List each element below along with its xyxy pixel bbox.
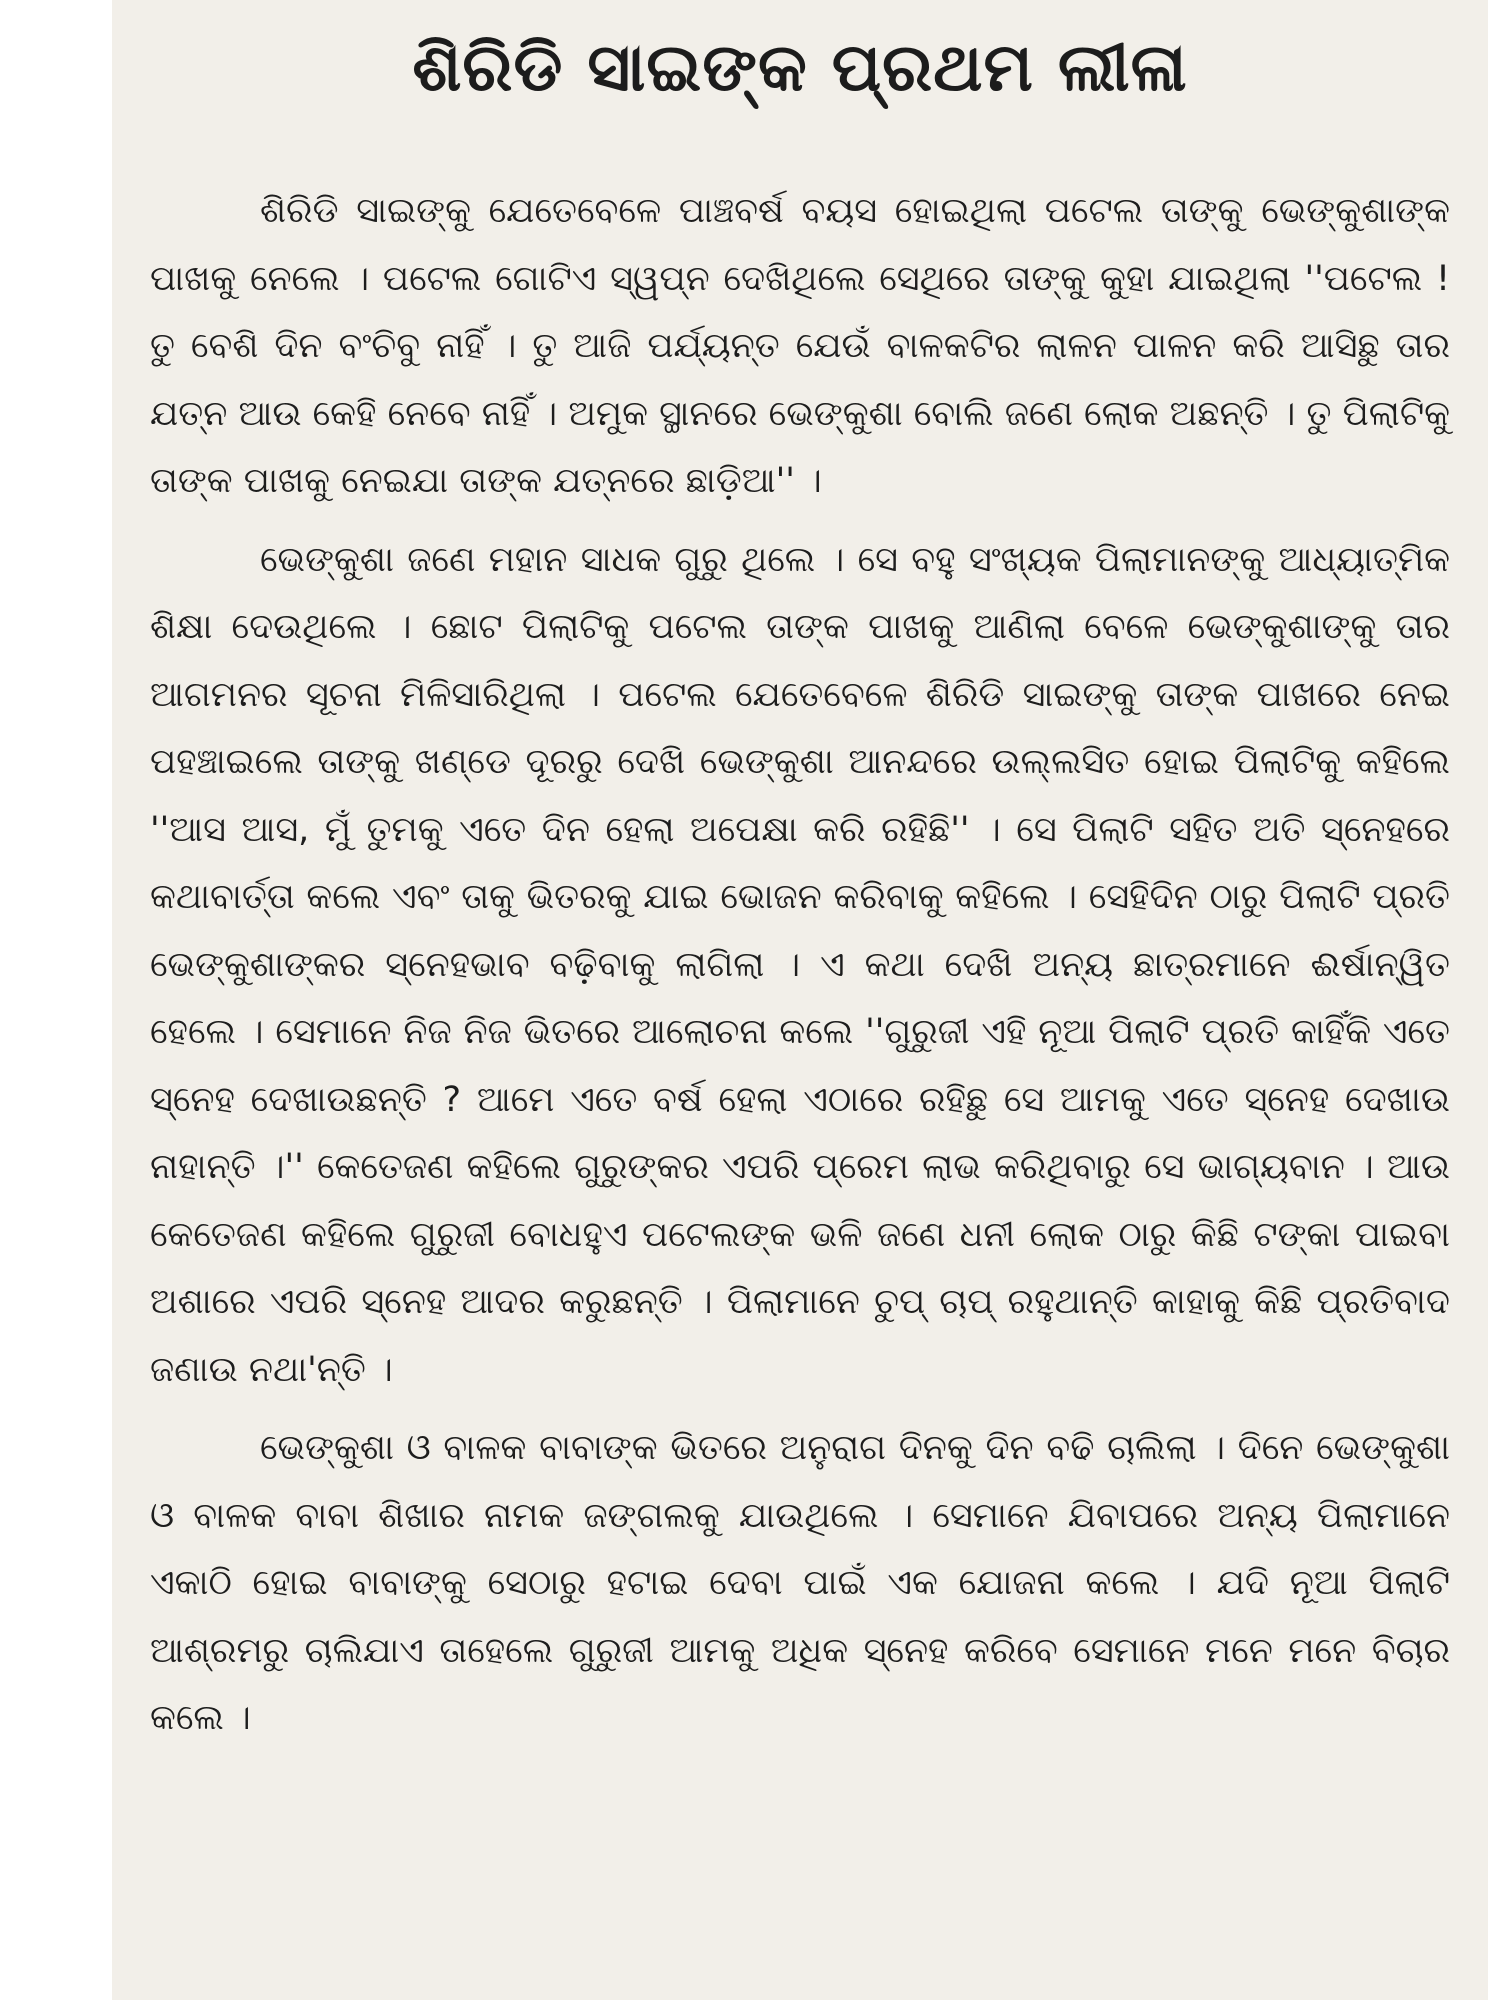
paragraph-3: ଭେଙ୍କୁଶା ଓ ବାଳକ ବାବାଙ୍କ ଭିତରେ ଅନୁରାଗ ଦିନକୁ ଦିନ ବଢି ଚାଲିଲା । ଦିନେ ଭେଙ୍କୁଶା ଓ ବାଳକ ବାବା ଶିଖାର ନାମକ ଜଙ୍ଗଲକୁ ଯାଉଥିଲେ । ସେମାନେ ଯିବାପରେ ଅନ୍ୟ ପିଲାମାନେ ଏକାଠି ହୋଇ ବାବାଙ୍କୁ ସେଠାରୁ ହଟାଇ ଦେବା ପାଇଁ ଏକ ଯୋଜନା କଲେ । ଯଦି ନୂଆ ପିଲାଟି ଆଶ୍ରମରୁ ଚାଲିଯାଏ ତାହେଲେ ଗୁରୁଜୀ ଆମକୁ ଅଧିକ ସ୍ନେହ କରିବେ ସେମାନେ ମନେ ମନେ ବିଚାର କଲେ । bbox=[150, 1428, 1450, 1738]
page-title: ଶିରିଡି ସାଇଙ୍କ ପ୍ରଥମ ଲୀଳା bbox=[412, 29, 1188, 106]
book-page bbox=[112, 0, 1488, 2000]
paragraph-1: ଶିରିଡି ସାଇଙ୍କୁ ଯେତେବେଳେ ପାଞ୍ଚବର୍ଷ ବୟସ ହୋଇଥିଲା ପଟେଲ ତାଙ୍କୁ ଭେଙ୍କୁଶାଙ୍କ ପାଖକୁ ନେଲେ । ପଟେଲ ଗୋଟିଏ ସ୍ୱପ୍ନ ଦେଖିଥିଲେ ସେଥିରେ ତାଙ୍କୁ କୁହା ଯାଇଥିଲା ''ପଟେଲ ! ତୁ ବେଶି ଦିନ ବଂଚିବୁ ନାହିଁ । ତୁ ଆଜି ପର୍ଯ୍ୟନ୍ତ ଯେଉଁ ବାଳକଟିର ଲାଳନ ପାଳନ କରି ଆସିଛୁ ତାର ଯତ୍ନ ଆଉ କେହି ନେବେ ନାହିଁ । ଅମୁକ ସ୍ଥାନରେ ଭେଙ୍କୁଶା ବୋଲି ଜଣେ ଲୋକ ଅଛନ୍ତି । ତୁ ପିଲାଟିକୁ ତାଙ୍କ ପାଖକୁ ନେଇଯା ତାଙ୍କ ଯତ୍ନରେ ଛାଡ଼ିଆ'' । bbox=[150, 191, 1450, 501]
body-text bbox=[150, 178, 1450, 1764]
paragraph-2: ଭେଙ୍କୁଶା ଜଣେ ମହାନ ସାଧକ ଗୁରୁ ଥିଲେ । ସେ ବହୁ ସଂଖ୍ୟକ ପିଲାମାନଙ୍କୁ ଆଧ୍ୟାତ୍ମିକ ଶିକ୍ଷା ଦେଉଥିଲେ । ଛୋଟ ପିଲାଟିକୁ ପଟେଲ ତାଙ୍କ ପାଖକୁ ଆଣିଲା ବେଳେ ଭେଙ୍କୁଶାଙ୍କୁ ତାର ଆଗମନର ସୂଚନା ମିଳିସାରିଥିଲା । ପଟେଲ ଯେତେବେଳେ ଶିରିଡି ସାଇଙ୍କୁ ତାଙ୍କ ପାଖରେ ନେଇ ପହଞ୍ଚାଇଲେ ତାଙ୍କୁ ଖଣ୍ଡେ ଦୂରରୁ ଦେଖି ଭେଙ୍କୁଶା ଆନନ୍ଦରେ ଉଲ୍ଲସିତ ହୋଇ ପିଲାଟିକୁ କହିଲେ ''ଆସ ଆସ, ମୁଁ ତୁମକୁ ଏତେ ଦିନ ହେଲା ଅପେକ୍ଷା କରି ରହିଛି'' । ସେ ପିଲାଟି ସହିତ ଅତି ସ୍ନେହରେ କଥାବାର୍ତ୍ତା କଲେ ଏବଂ ତାକୁ ଭିତରକୁ ଯାଇ ଭୋଜନ କରିବାକୁ କହିଲେ । ସେହିଦିନ ଠାରୁ ପିଲାଟି ପ୍ରତି ଭେଙ୍କୁଶାଙ୍କର ସ୍ନେହଭାବ ବଢ଼ିବାକୁ ଲାଗିଲା । ଏ କଥା ଦେଖି ଅନ୍ୟ ଛାତ୍ରମାନେ ଈର୍ଷାନ୍ୱିତ ହେଲେ । ସେମାନେ ନିଜ ନିଜ ଭିତରେ ଆଲୋଚନା କଲେ ''ଗୁରୁଜୀ ଏହି ନୂଆ ପିଲାଟି ପ୍ରତି କାହିଁକି ଏତେ ସ୍ନେହ ଦେଖାଉଛନ୍ତି ? ଆମେ ଏତେ ବର୍ଷ ହେଲା ଏଠାରେ ରହିଛୁ ସେ ଆମକୁ ଏତେ ସ୍ନେହ ଦେଖାଉ ନାହାନ୍ତି ।'' କେତେଜଣ କହିଲେ ଗୁରୁଙ୍କର ଏପରି ପ୍ରେମ ଲାଭ କରିଥିବାରୁ ସେ ଭାଗ୍ୟବାନ । ଆଉ କେତେଜଣ କହିଲେ ଗୁରୁଜୀ ବୋଧହୁଏ ପଟେଲଙ୍କ ଭଳି ଜଣେ ଧନୀ ଲୋକ ଠାରୁ କିଛି ଟଙ୍କା ପାଇବା ଅଶାରେ ଏପରି ସ୍ନେହ ଆଦର କରୁଛନ୍ତି । ପିଲାମାନେ ଚୁପ୍ ଚାପ୍ ରହୁଥାନ୍ତି କାହାକୁ କିଛି ପ୍ରତିବାଦ ଜଣାଉ ନଥା'ନ୍ତି । bbox=[150, 539, 1450, 1390]
